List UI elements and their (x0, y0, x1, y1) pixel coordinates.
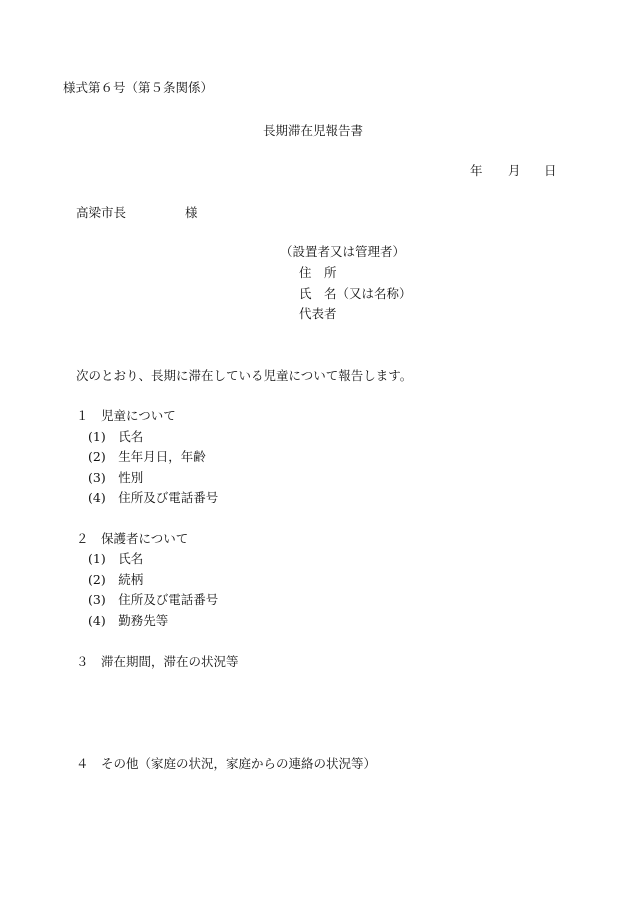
section-guardian-item-address-phone: (3) 住所及び電話番号 (88, 592, 219, 607)
section-guardian-item-workplace: (4) 勤務先等 (88, 613, 169, 628)
date-year-label: 年 (470, 163, 483, 178)
section-guardian-item-relationship: (2) 続柄 (88, 572, 144, 587)
reporter-role: （設置者又は管理者） (280, 244, 406, 259)
section-child-item-birthdate-age: (2) 生年月日，年齢 (88, 449, 206, 464)
form-number: 様式第６号（第５条関係） (63, 80, 214, 95)
section-heading-child: １ 児童について (76, 408, 176, 423)
section-child-item-sex: (3) 性別 (88, 470, 144, 485)
section-heading-stay-period: ３ 滞在期間，滞在の状況等 (76, 654, 239, 669)
document-title: 長期滞在児報告書 (263, 123, 364, 138)
addressee-honorific: 様 (185, 205, 198, 220)
reporter-name-label: 氏 名（又は名称） (299, 286, 412, 301)
section-heading-other: ４ その他（家庭の状況，家庭からの連絡の状況等） (76, 756, 377, 771)
date-day-label: 日 (544, 163, 557, 178)
section-child-item-name: (1) 氏名 (88, 429, 144, 444)
section-guardian-item-name: (1) 氏名 (88, 551, 144, 566)
section-heading-guardian: ２ 保護者について (76, 531, 189, 546)
addressee-name: 高梁市長 (76, 205, 127, 220)
intro-statement: 次のとおり、長期に滞在している児童について報告します。 (76, 368, 413, 383)
reporter-representative-label: 代表者 (299, 306, 337, 321)
reporter-address-label: 住 所 (299, 265, 337, 280)
date-month-label: 月 (508, 163, 521, 178)
section-child-item-address-phone: (4) 住所及び電話番号 (88, 490, 219, 505)
